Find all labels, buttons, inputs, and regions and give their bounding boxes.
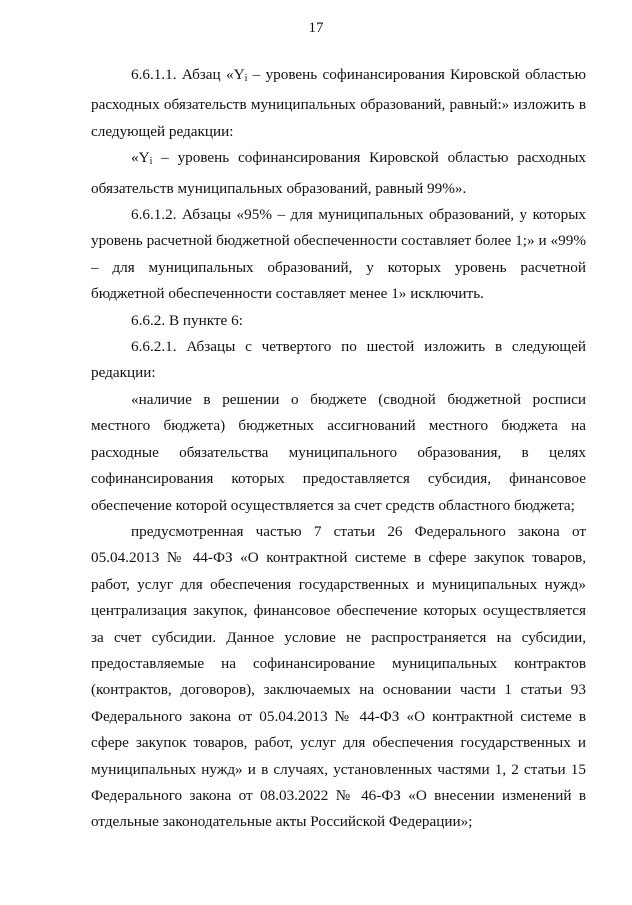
- paragraph-6-6-2: 6.6.2. В пункте 6:: [131, 311, 243, 329]
- paragraph-6-6-1-1: [91, 62, 586, 145]
- subscript-index: i: [149, 156, 153, 168]
- paragraph-budget-condition: «наличие в решении о бюджете (сводной бюджетной росписи местного бюджета) бюджетных ассигнований местного бюджета на расходные обязательства муниципального образования, в целях софинансирования которых предоставляется субсидия, финансовое обеспечение которой осуществляется за счет средств областного бюджета;: [91, 390, 586, 514]
- paragraph-6-6-1-2: 6.6.1.2. Абзацы «95% – для муниципальных образований, у которых уровень расчетной бюджетной обеспеченности составляет более 1;» и «99% – для муниципальных образований, у которых уровень расчетной бюджетной обеспеченности составляет менее 1» исключить.: [91, 206, 586, 303]
- paragraph-text-start: «Y: [131, 149, 150, 167]
- paragraph-text-end: – уровень софинансирования Кировской областью расходных обязательств муниципальных образований, равный:» изложить в следующей редакции:: [91, 66, 586, 140]
- document-body: [91, 62, 586, 836]
- paragraph-6-6-2-1: 6.6.2.1. Абзацы с четвертого по шестой изложить в следующей редакции:: [91, 338, 586, 382]
- paragraph-text-end: – уровень софинансирования Кировской областью расходных обязательств муниципальных образований, равный 99%».: [91, 149, 586, 197]
- paragraph-procurement-condition: предусмотренная частью 7 статьи 26 Федерального закона от 05.04.2013 № 44-ФЗ «О контрактной системе в сфере закупок товаров, работ, услуг для обеспечения государственных и муниципальных нужд» централизация закупок, финансовое обеспечение которых осуществляется за счет субсидии. Данное условие не распространяется на субсидии, предоставляемые на софинансирование муниципальных контрактов (контрактов, договоров), заключаемых на основании части 1 статьи 93 Федерального закона от 05.04.2013 № 44-ФЗ «О контрактной системе в сфере закупок товаров, работ, услуг для обеспечения государственных и муниципальных нужд» и в случаях, установленных частями 1, 2 статьи 15 Федерального закона от 08.03.2022 № 46-ФЗ «О внесении изменений в отдельные законодательные акты Российской Федерации»;: [91, 522, 586, 831]
- subscript-index: i: [244, 73, 248, 84]
- paragraph-new-wording: [91, 145, 586, 202]
- paragraph-text-start: 6.6.1.1. Абзац «Y: [131, 66, 245, 83]
- page-number: 17: [308, 20, 324, 36]
